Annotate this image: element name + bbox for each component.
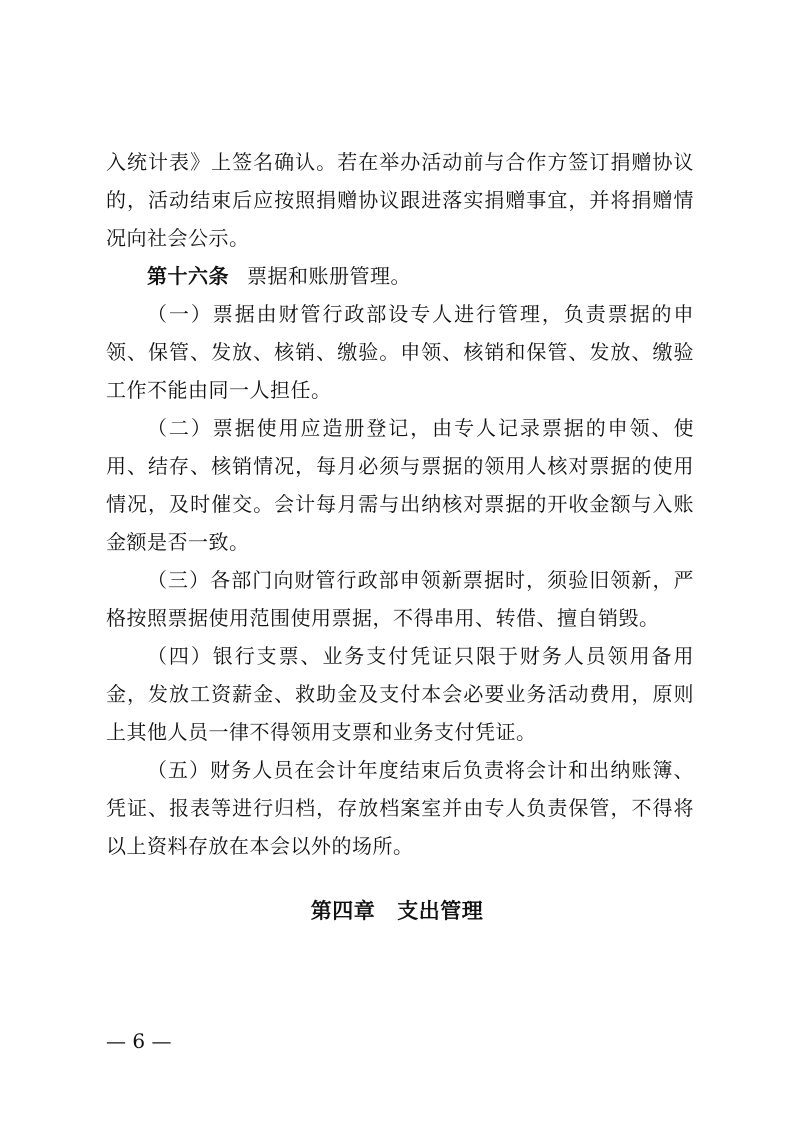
article-title: 票据和账册管理。: [247, 264, 411, 288]
chapter-name: 支出管理: [397, 898, 484, 923]
paragraph-item-5: （五）财务人员在会计年度结束后负责将会计和出纳账簿、凭证、报表等进行归档，存放档案室并由专人负责保管，不得将以上资料存放在本会以外的场所。: [106, 758, 694, 858]
page-number: — 6 —: [106, 1029, 172, 1053]
paragraph-item-3: （三）各部门向财管行政部申领新票据时，须验旧领新，严格按照票据使用范围使用票据，不得串用、转借、擅自销毁。: [106, 568, 694, 630]
chapter-number: 第四章: [310, 898, 376, 923]
paragraph-item-4: （四）银行支票、业务支付凭证只限于财务人员领用备用金，发放工资薪金、救助金及支付本会必要业务活动费用，原则上其他人员一律不得领用支票和业务支付凭证。: [106, 644, 694, 744]
body-text: [106, 143, 694, 865]
chapter-title: [0, 895, 794, 927]
paragraph-item-2: （二）票据使用应造册登记，由专人记录票据的申领、使用、结存、核销情况，每月必须与票据的领用人核对票据的使用情况，及时催交。会计每月需与出纳核对票据的开收金额与入账金额是否一致。: [106, 416, 694, 554]
paragraph-continuation: 入统计表》上签名确认。若在举办活动前与合作方签订捐赠协议的，活动结束后应按照捐赠协议跟进落实捐赠事宜，并将捐赠情况向社会公示。: [106, 150, 694, 250]
paragraph-item-1: （一）票据由财管行政部设专人进行管理，负责票据的申领、保管、发放、核销、缴验。申领、核销和保管、发放、缴验工作不能由同一人担任。: [106, 302, 694, 402]
article-heading: [106, 257, 694, 295]
article-number: 第十六条: [147, 264, 229, 288]
